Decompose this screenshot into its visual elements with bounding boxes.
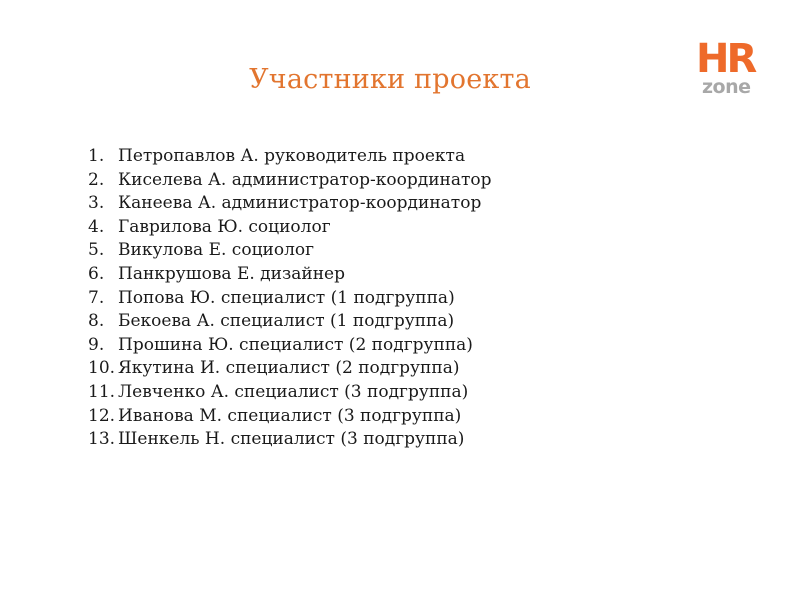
member-item (88, 406, 492, 430)
member-number: 11. (88, 381, 116, 402)
member-text: Канеева А. администратор-координатор (118, 193, 482, 214)
member-item (88, 170, 492, 194)
member-number: 12. (88, 405, 116, 426)
member-number: 2. (88, 169, 105, 190)
member-text: Попова Ю. специалист (1 подгруппа) (118, 287, 455, 308)
member-number: 8. (88, 311, 105, 332)
member-number: 1. (88, 146, 105, 166)
member-text: Гаврилова Ю. социолог (118, 216, 331, 237)
member-text: Петропавлов А. руководитель проекта (118, 146, 466, 166)
member-text: Панкрушова Е. дизайнер (118, 263, 345, 284)
member-number: 10. (88, 358, 116, 379)
member-text: Иванова М. специалист (3 подгруппа) (118, 405, 462, 426)
member-item (88, 429, 492, 453)
member-item (88, 264, 492, 288)
member-item (88, 335, 492, 359)
member-text: Викулова Е. социолог (118, 240, 315, 261)
hr-zone-logo (696, 36, 766, 100)
member-number: 4. (88, 216, 105, 237)
member-text: Прошина Ю. специалист (2 подгруппа) (118, 334, 473, 355)
member-item (88, 382, 492, 406)
member-number: 5. (88, 240, 105, 261)
member-item (88, 193, 492, 217)
member-text: Бекоева А. специалист (1 подгруппа) (118, 311, 455, 332)
member-text: Якутина И. специалист (2 подгруппа) (118, 358, 460, 379)
member-number: 13. (88, 429, 116, 450)
member-number: 9. (88, 334, 105, 355)
member-item (88, 358, 492, 382)
logo-zone-text: zone (702, 76, 751, 98)
member-item (88, 311, 492, 335)
member-text: Шенкель Н. специалист (3 подгруппа) (118, 429, 465, 450)
member-item (88, 288, 492, 312)
member-number: 6. (88, 263, 105, 284)
logo-hr-text: HR (696, 36, 755, 82)
member-number: 3. (88, 193, 105, 214)
member-number: 7. (88, 287, 105, 308)
member-item (88, 146, 492, 170)
slide-title: Участники проекта (249, 64, 531, 95)
member-text: Левченко А. специалист (3 подгруппа) (118, 381, 469, 402)
member-item (88, 240, 492, 264)
member-item (88, 217, 492, 241)
member-text: Киселева А. администратор-координатор (118, 169, 492, 190)
members-list (88, 146, 492, 453)
